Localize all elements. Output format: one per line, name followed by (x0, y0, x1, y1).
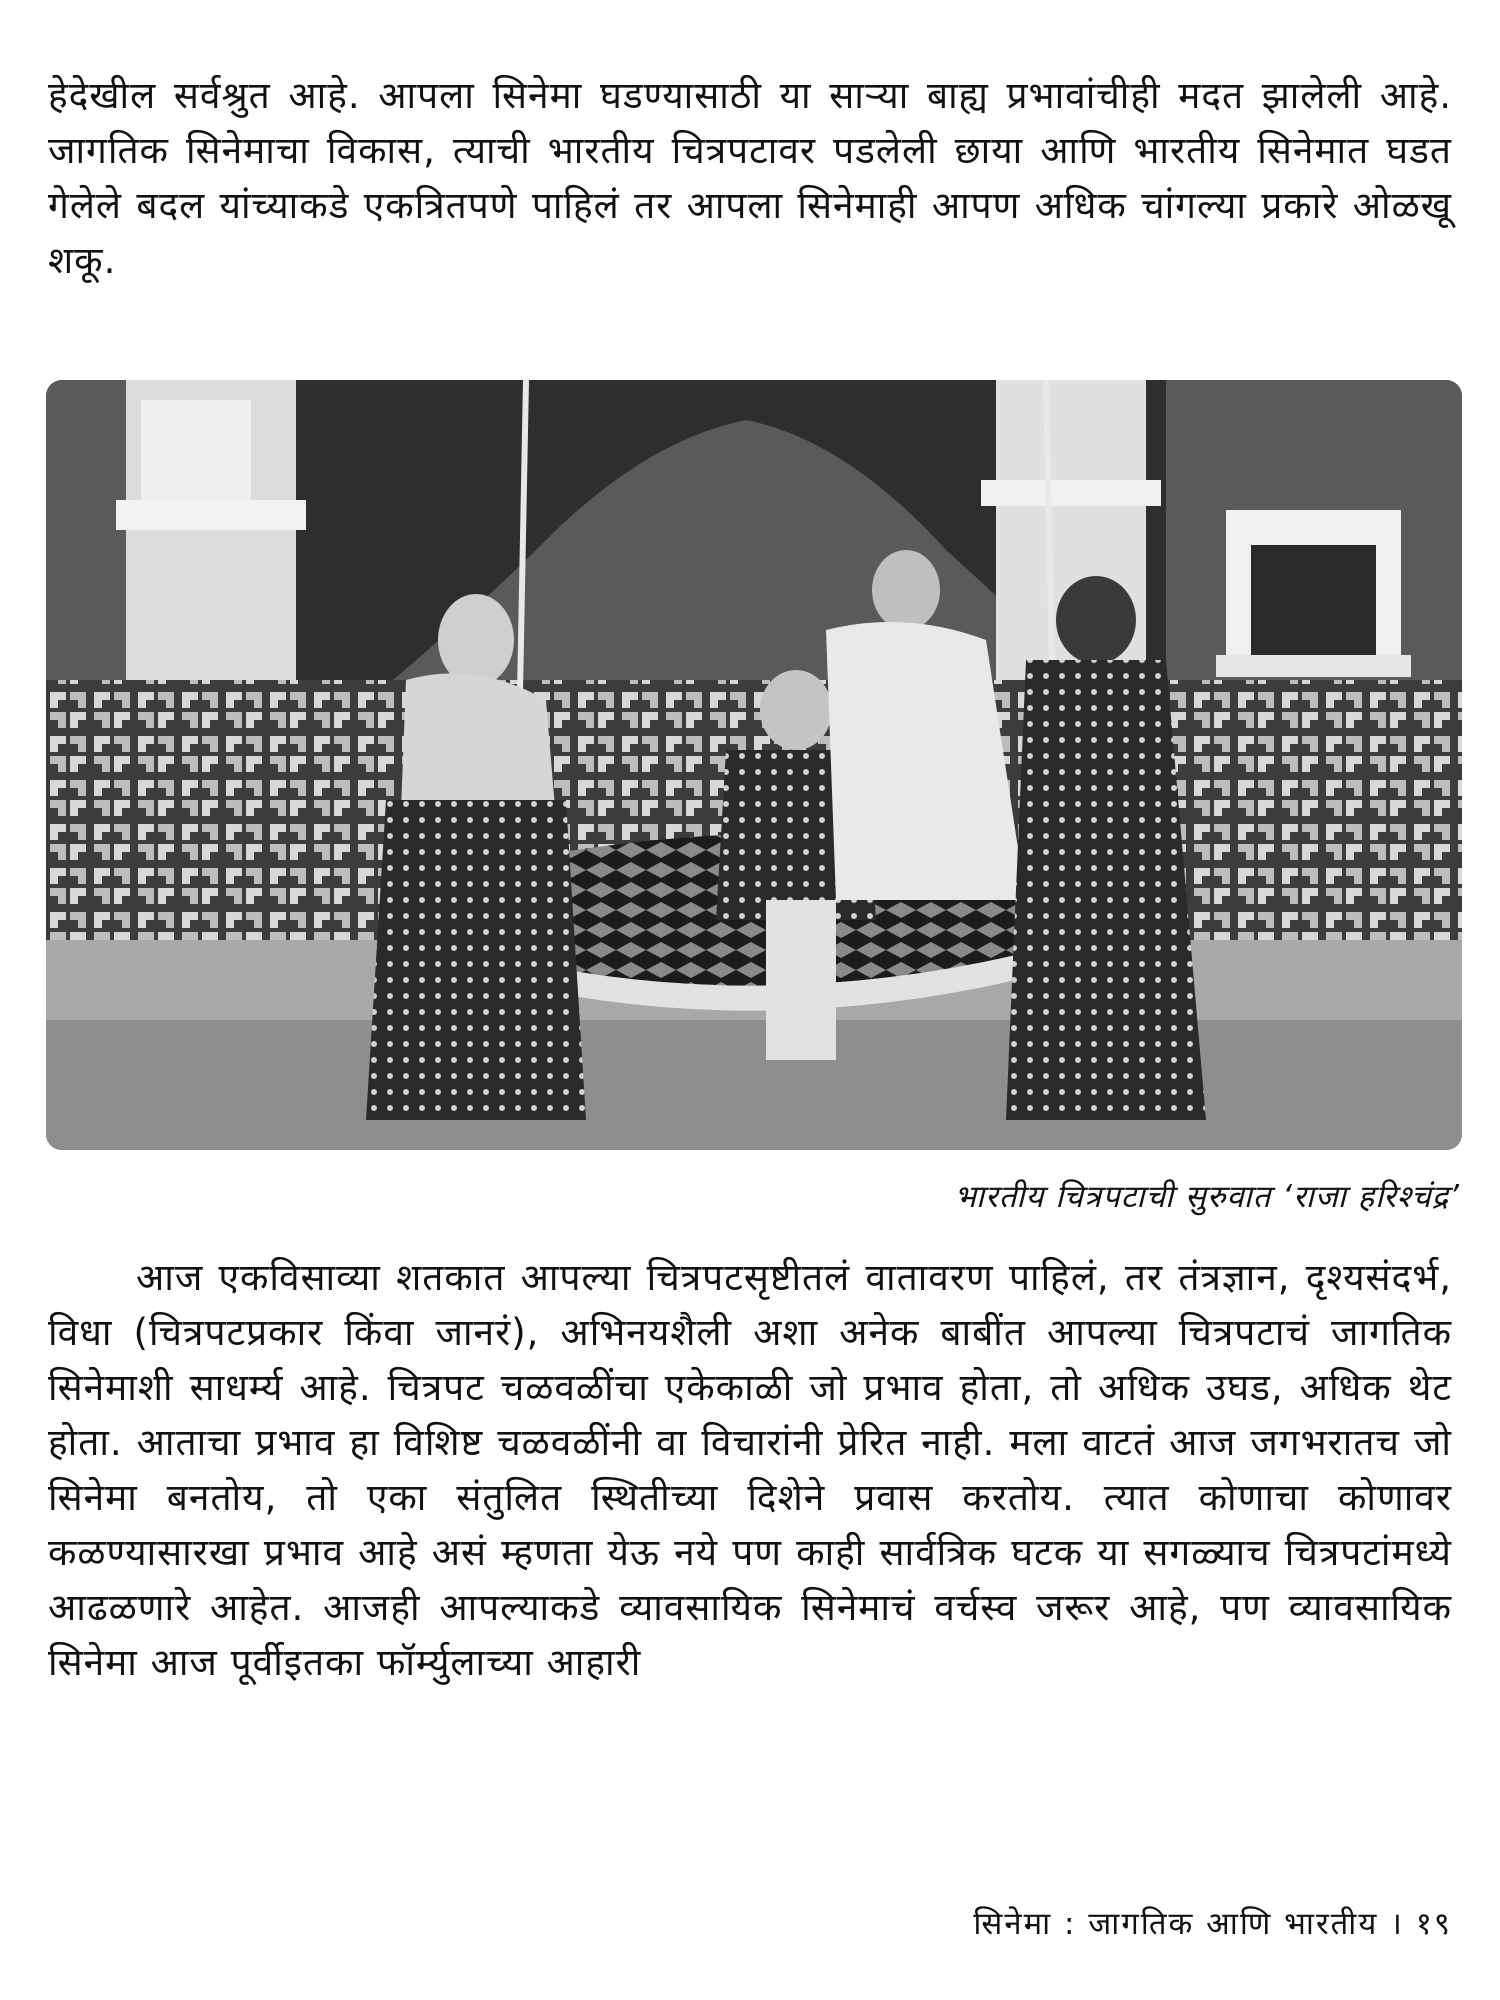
film-still-photo (46, 380, 1462, 1150)
body-paragraph-2: आज एकविसाव्या शतकात आपल्या चित्रपटसृष्टीतलं वातावरण पाहिलं, तर तंत्रज्ञान, दृश्यसंदर्भ, विधा (चित्रपटप्रकार किंवा जानरं), अभिनयशैली अशा अनेक बाबींत आपल्या चित्रपटाचं जागतिक सिनेमाशी साधर्म्य आहे. चित्रपट चळवळींचा एकेकाळी जो प्रभाव होता, तो अधिक उघड, अधिक थेट होता. आताचा प्रभाव हा विशिष्ट चळवळींनी वा विचारांनी प्रेरित नाही. मला वाटतं आज जगभरातच जो सिनेमा बनतोय, तो एका संतुलित स्थितीच्या दिशेने प्रवास करतोय. त्यात कोणाचा कोणावर कळण्यासारखा प्रभाव आहे असं म्हणता येऊ नये पण काही सार्वत्रिक घटक या सगळ्याच चित्रपटांमध्ये आढळणारे आहेत. आजही आपल्याकडे व्यावसायिक सिनेमाचं वर्चस्व जरूर आहे, पण व्यावसायिक सिनेमा आज पूर्वीइतका फॉर्म्युलाच्या आहारी (48, 1256, 1452, 1684)
body-paragraph-1: हेदेखील सर्वश्रुत आहे. आपला सिनेमा घडण्यासाठी या साऱ्या बाह्य प्रभावांचीही मदत झालेली आहे. जागतिक सिनेमाचा विकास, त्याची भारतीय चित्रपटावर पडलेली छाया आणि भारतीय सिनेमात घडत गेलेले बदल यांच्याकडे एकत्रितपणे पाहिलं तर आपला सिनेमाही आपण अधिक चांगल्या प्रकारे ओळखू शकू. (48, 74, 1452, 282)
page-footer: सिनेमा : जागतिक आणि भारतीय । १९ (973, 1906, 1452, 1942)
figure-caption: भारतीय चित्रपटाची सुरुवात ‘राजा हरिश्चंद्र’ (954, 1179, 1460, 1215)
film-still-illustration (46, 380, 1462, 1150)
